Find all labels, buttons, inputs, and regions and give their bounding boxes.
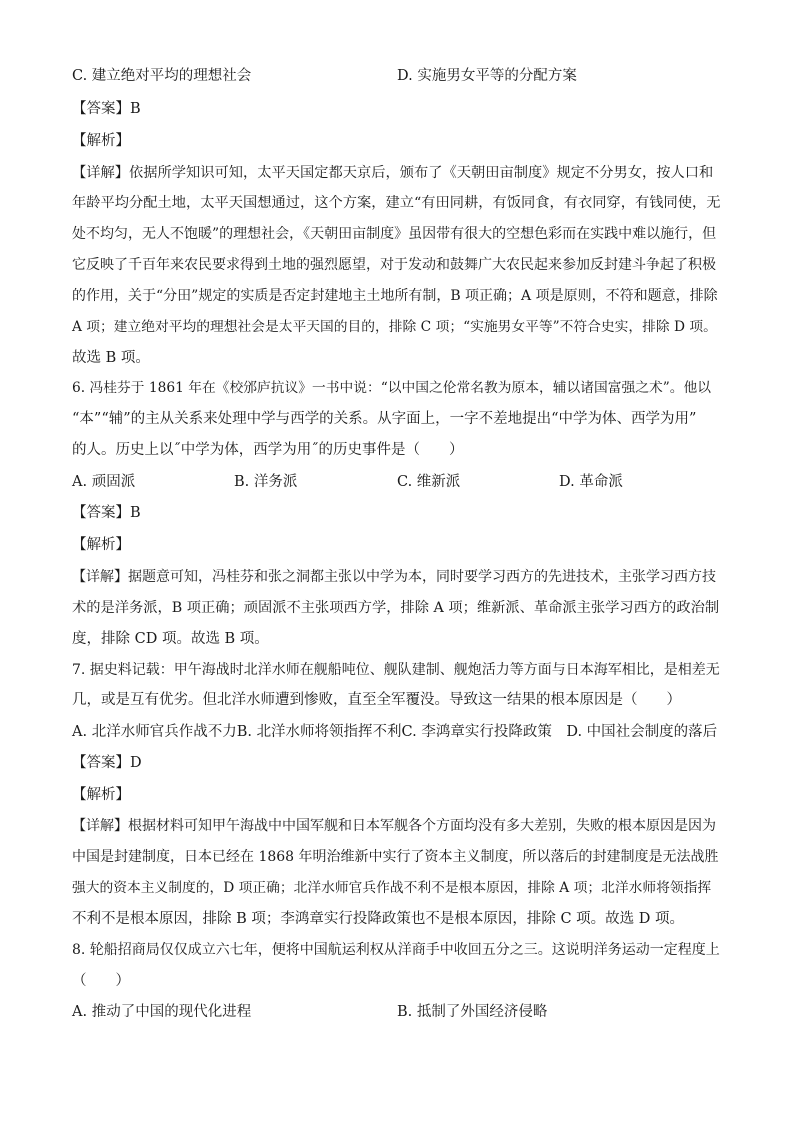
q6-analysis-label: 【解析】: [72, 537, 130, 553]
q6-stem-line: 6. 冯桂芬于 1861 年在《校邠庐抗议》一书中说：“以中国之伦常名教为原本，辅以诸国富强之术”。他以: [72, 380, 712, 396]
q7-detail-line: 强大的资本主义制度的，D 项正确；北洋水师官兵作战不利不是根本原因，排除 A 项；北洋水师将领指挥: [72, 880, 712, 896]
q5-detail-line: 处不均匀，无人不饱暖”的理想社会，《天朝田亩制度》虽因带有很大的空想色彩而在实践中难以施行，但: [72, 226, 717, 242]
q6-detail-line: 【详解】据题意可知，冯桂芬和张之洞都主张以中学为本，同时要学习西方的先进技术，主张学习西方技: [72, 569, 716, 585]
q7-detail-line: 中国是封建制度，日本已经在 1868 年明治维新中实行了资本主义制度，所以落后的封建制度是无法战胜: [72, 849, 719, 865]
q6-detail-line: 术的是洋务派，B 项正确；顽固派不主张项西方学，排除 A 项；维新派、革命派主张学习西方的政治制: [72, 600, 720, 616]
q7-stem-line: 几，或是互有优劣。但北洋水师遭到惨败，直至全军覆没。导致这一结果的根本原因是（ ）: [72, 692, 681, 708]
q5-detail-line: 的作用，关于“分田”规定的实质是否定封建地主土地所有制，B 项正确；A 项是原则，不符和题意，排除: [72, 288, 718, 304]
q6-stem-line: 的人。历史上以˝中学为体，西学为用˝的历史事件是（ ）: [72, 442, 464, 458]
q5-detail-line: 【详解】依据所学知识可知，太平天国定都天京后，颁布了《天朝田亩制度》规定不分男女，按人口和: [72, 165, 714, 181]
q6-answer: 【答案】B: [72, 505, 141, 521]
q7-detail-line: 不利不是根本原因，排除 B 项；李鸿章实行投降政策也不是根本原因，排除 C 项。故选 D 项。: [72, 911, 685, 927]
q6-option-d: D. 革命派: [559, 474, 623, 490]
q5-detail-line: 故选 B 项。: [72, 350, 150, 366]
q7-options: A. 北洋水师官兵作战不力B. 北洋水师将领指挥不利C. 李鸿章实行投降政策 D. 中国社会制度的落后: [72, 724, 718, 740]
q5-detail-line: A 项；建立绝对平均的理想社会是太平天国的目的，排除 C 项；“实施男女平等”不符合史实，排除 D 项。: [72, 319, 717, 335]
q8-option-b: B. 抵制了外国经济侵略: [397, 1004, 548, 1020]
q5-option-c: C. 建立绝对平均的理想社会: [72, 68, 252, 84]
q7-answer: 【答案】D: [72, 755, 142, 771]
q8-stem-line: （ ）: [72, 973, 130, 989]
q5-option-d: D. 实施男女平等的分配方案: [397, 68, 577, 84]
q5-analysis-label: 【解析】: [72, 133, 130, 149]
q6-option-c: C. 维新派: [397, 474, 461, 490]
q6-option-a: A. 顽固派: [72, 474, 136, 490]
q7-analysis-label: 【解析】: [72, 787, 130, 803]
q5-answer: 【答案】B: [72, 101, 141, 117]
q8-stem-line: 8. 轮船招商局仅仅成立六七年，便将中国航运利权从洋商手中收回五分之三。这说明洋务运动一定程度上: [72, 942, 720, 958]
q7-stem-line: 7. 据史料记载：甲午海战时北洋水师在舰船吨位、舰队建制、舰炮活力等方面与日本海军相比，是相差无: [72, 662, 720, 678]
q6-option-b: B. 洋务派: [234, 474, 298, 490]
q6-detail-line: 度，排除 CD 项。故选 B 项。: [72, 631, 269, 647]
q5-detail-line: 它反映了千百年来农民要求得到土地的强烈愿望，对于发动和鼓舞广大农民起来参加反封建斗争起了积极: [72, 257, 716, 273]
q6-stem-line: “本”“辅”的主从关系来处理中学与西学的关系。从字面上，一字不差地提出“中学为体、西学为用”: [72, 411, 697, 427]
q8-option-a: A. 推动了中国的现代化进程: [72, 1004, 252, 1020]
q5-detail-line: 年龄平均分配土地，太平天国想通过，这个方案，建立“有田同耕，有饭同食，有衣同穿，有钱同使，无: [72, 195, 721, 211]
q7-detail-line: 【详解】根据材料可知甲午海战中中国军舰和日本军舰各个方面均没有多大差别，失败的根本原因是因为: [72, 818, 716, 834]
